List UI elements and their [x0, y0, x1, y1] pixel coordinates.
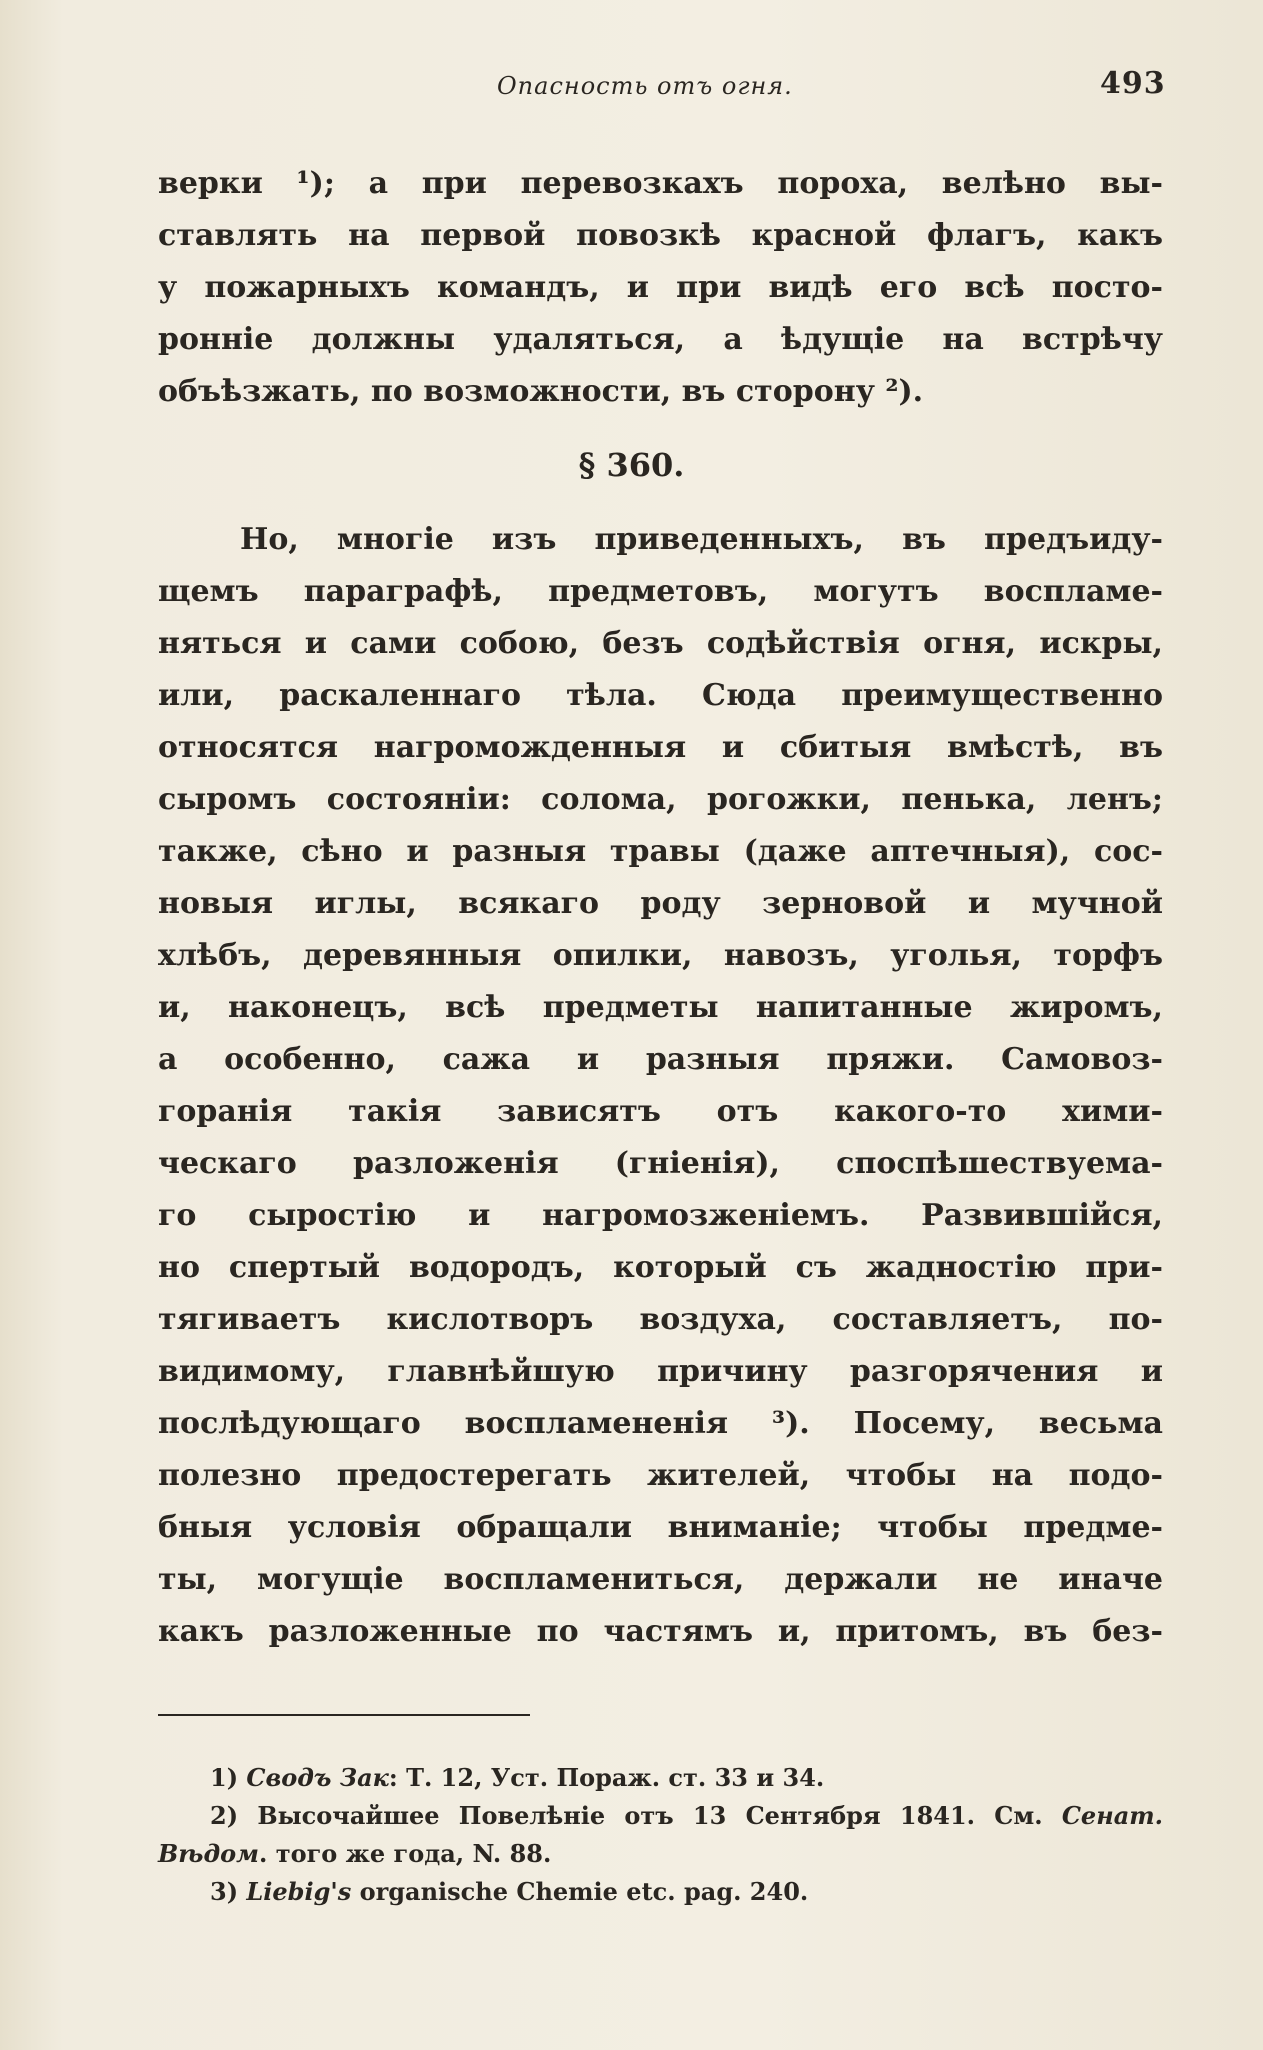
text-line: также, сѣно и разныя травы (даже аптечныя), сос- — [158, 834, 1163, 869]
text-line: бныя условiя обращали вниманiе; чтобы предме- — [158, 1510, 1163, 1545]
footnote-number: 1) — [210, 1763, 239, 1792]
footnote-source: Сводъ Зак — [246, 1763, 389, 1792]
footnote-number: 2) — [210, 1801, 239, 1830]
footnote-number: 3) — [210, 1877, 239, 1906]
text-line: Но, многiе изъ приведенныхъ, въ предъиду- — [240, 522, 1163, 557]
text-line: и, наконецъ, всѣ предметы напитанные жиромъ, — [158, 990, 1163, 1025]
text-line: а особенно, сажа и разныя пряжи. Самовоз- — [158, 1042, 1163, 1077]
text-line: или, раскаленнаго тѣла. Сюда преимущественно — [158, 678, 1163, 713]
text-line: полезно предостерегать жителей, чтобы на подо- — [158, 1458, 1163, 1493]
text-line: щемъ параграфѣ, предметовъ, могутъ воспламе- — [158, 574, 1163, 609]
text-line: ты, могущiе воспламениться, держали не иначе — [158, 1562, 1163, 1597]
text-line: няться и сами собою, безъ содѣйствiя огня, искры, — [158, 626, 1163, 661]
footnote-text: : Т. 12, Уст. Пораж. ст. 33 и 34. — [388, 1763, 825, 1792]
text-line: хлѣбъ, деревянныя опилки, навозъ, уголья, торфъ — [158, 938, 1163, 973]
text-line: послѣдующаго воспламененiя ³). Посему, весьма — [158, 1406, 1163, 1441]
text-line: сыромъ состоянiи: солома, рогожки, пенька, ленъ; — [158, 782, 1163, 817]
section-heading: § 360. — [578, 446, 685, 484]
text-line: относятся нагроможденныя и сбитыя вмѣстѣ, въ — [158, 730, 1163, 765]
footnote-3 — [210, 1876, 1163, 1908]
text-line: у пожарныхъ командъ, и при видѣ его всѣ посто- — [158, 270, 1163, 305]
text-line: роннiе должны удаляться, а ѣдущiе на встрѣчу — [158, 322, 1163, 357]
text-line: ческаго разложенiя (гнiенiя), споспѣшествуема- — [158, 1146, 1163, 1181]
footnote-text: . того же года, N. 88. — [259, 1839, 552, 1868]
footnote-2-continuation — [158, 1838, 1163, 1870]
text-line: новыя иглы, всякаго роду зерновой и мучной — [158, 886, 1163, 921]
text-line: объѣзжать, по возможности, въ сторону ²). — [158, 374, 924, 409]
text-line: но спертый водородъ, который съ жадностiю при- — [158, 1250, 1163, 1285]
text-line: ставлять на первой повозкѣ красной флагъ, какъ — [158, 218, 1163, 253]
text-line: верки ¹); а при перевозкахъ пороха, велѣно вы- — [158, 166, 1163, 201]
text-line: го сыростiю и нагромозженiемъ. Развившiйся, — [158, 1198, 1163, 1233]
footnote-2 — [210, 1800, 1163, 1832]
text-line: какъ разложенные по частямъ и, притомъ, въ без- — [158, 1614, 1163, 1649]
footnote-text: organische Chemie etc. pag. 240. — [359, 1877, 809, 1906]
footnote-text: Высочайшее Повелѣнiе отъ 13 Сентября 1841. См. — [257, 1801, 1043, 1830]
footnote-source: Сенат. — [1061, 1801, 1163, 1830]
text-line: тягиваетъ кислотворъ воздуха, составляетъ, по- — [158, 1302, 1163, 1337]
running-title: Опасность отъ огня. — [497, 72, 793, 100]
text-line: горанiя такiя зависятъ отъ какого-то хими- — [158, 1094, 1163, 1129]
footnote-rule — [158, 1714, 530, 1716]
footnote-1 — [210, 1762, 1163, 1794]
page-number: 493 — [1100, 66, 1166, 101]
footnote-source: Вѣдом — [158, 1839, 259, 1868]
footnote-source: Liebig's — [246, 1877, 352, 1906]
text-line: видимому, главнѣйшую причину разгорячения и — [158, 1354, 1163, 1389]
